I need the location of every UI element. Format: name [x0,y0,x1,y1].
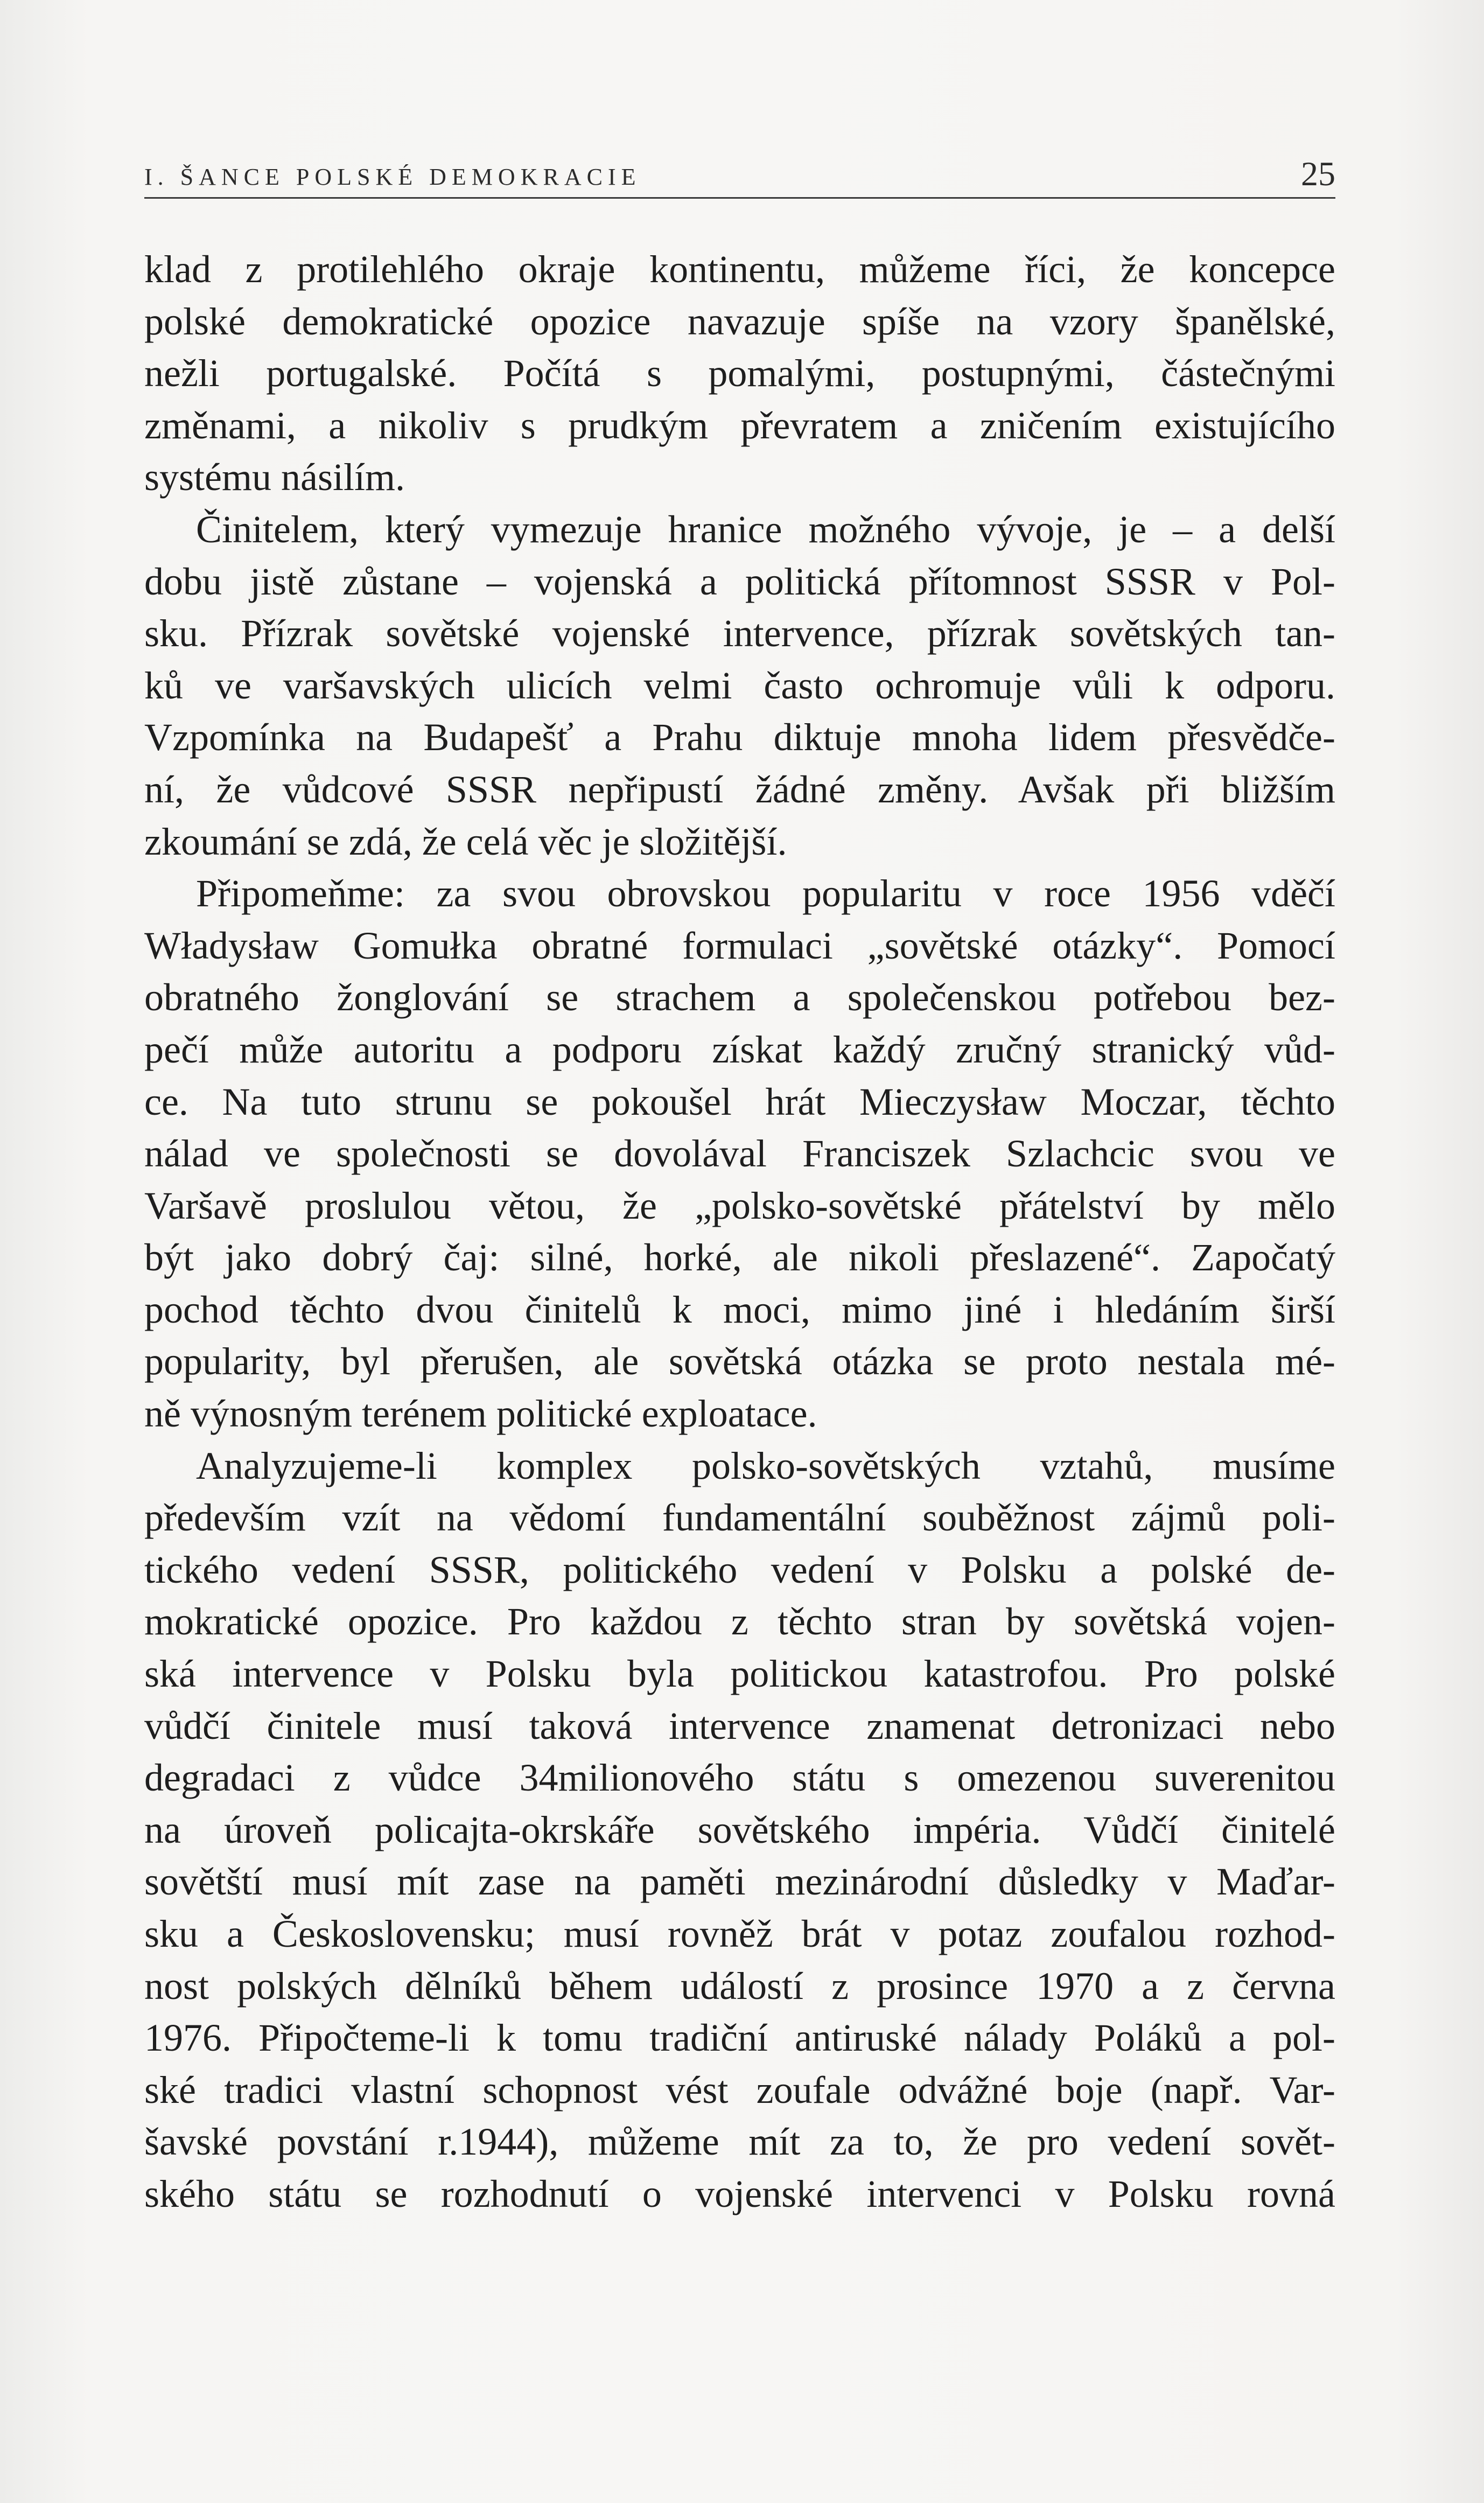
paragraph [144,1440,1335,2220]
running-head [144,154,1335,199]
text-line: Władysław Gomułka obratné formulaci „sovětské otázky“. Pomocí [144,924,1335,967]
text-line: sku. Přízrak sovětské vojenské intervence, přízrak sovětských tan- [144,612,1335,655]
text-line: Analyzujeme-li komplex polsko-sovětských vztahů, musíme [196,1444,1335,1487]
paragraph [144,243,1335,504]
text-line: ků ve varšavských ulicích velmi často ochromuje vůli k odporu. [144,663,1335,707]
text-line: Připomeňme: za svou obrovskou popularitu v roce 1956 vděčí [196,872,1335,915]
text-line: zkoumání se zdá, že celá věc je složitější. [144,820,787,863]
text-line: 1976. Připočteme-li k tomu tradiční antiruské nálady Poláků a pol- [144,2016,1335,2060]
text-line: ské tradici vlastní schopnost vést zoufale odvážné boje (např. Var- [144,2068,1335,2112]
page-number: 25 [1301,155,1335,193]
text-line: být jako dobrý čaj: silné, horké, ale nikoli přeslazené“. Započatý [144,1236,1335,1280]
text-line: ce. Na tuto strunu se pokoušel hrát Mieczysław Moczar, těchto [144,1080,1335,1123]
text-line: vůdčí činitele musí taková intervence znamenat detronizaci nebo [144,1704,1335,1747]
text-line: především vzít na vědomí fundamentální souběžnost zájmů poli- [144,1496,1335,1540]
text-line: klad z protilehlého okraje kontinentu, můžeme říci, že koncepce [144,248,1335,291]
text-line: ská intervence v Polsku byla politickou katastrofou. Pro polské [144,1652,1335,1696]
text-line: polské demokratické opozice navazuje spíše na vzory španělské, [144,299,1335,343]
text-line: Činitelem, který vymezuje hranice možného vývoje, je – a delší [196,507,1335,551]
text-line: degradaci z vůdce 34milionového státu s omezenou suverenitou [144,1756,1335,1800]
paragraph [144,868,1335,1440]
text-line: změnami, a nikoliv s prudkým převratem a zničením existujícího [144,403,1335,447]
text-line: ně výnosným terénem politické exploatace. [144,1392,817,1436]
text-line: pochod těchto dvou činitelů k moci, mimo jiné i hledáním širší [144,1288,1335,1331]
text-line: nost polských dělníků během událostí z prosince 1970 a z června [144,1964,1335,2008]
text-line: mokratické opozice. Pro každou z těchto stran by sovětská vojen- [144,1600,1335,1644]
paragraph [144,504,1335,868]
text-line: systému násilím. [144,456,405,499]
text-line: popularity, byl přerušen, ale sovětská otázka se proto nestala mé- [144,1340,1335,1383]
text-line: sku a Československu; musí rovněž brát v potaz zoufalou rozhod- [144,1912,1335,1955]
text-line: nežli portugalské. Počítá s pomalými, postupnými, částečnými [144,352,1335,395]
body-text [144,243,1335,2220]
text-line: na úroveň policajta-okrskáře sovětského impéria. Vůdčí činitelé [144,1808,1335,1851]
text-line: obratného žonglování se strachem a společenskou potřebou bez- [144,976,1335,1019]
text-line: tického vedení SSSR, politického vedení v Polsku a polské de- [144,1548,1335,1591]
text-line: nálad ve společnosti se dovolával Franciszek Szlachcic svou ve [144,1132,1335,1176]
text-line: sovětští musí mít zase na paměti mezinárodní důsledky v Maďar- [144,1860,1335,1904]
chapter-running-title: I. ŠANCE POLSKÉ DEMOKRACIE [144,164,641,190]
text-line: pečí může autoritu a podporu získat každý zručný stranický vůd- [144,1027,1335,1071]
text-line: Vzpomínka na Budapešť a Prahu diktuje mnoha lidem přesvědče- [144,716,1335,759]
text-line: Varšavě proslulou větou, že „polsko-sovětské přátelství by mělo [144,1184,1335,1227]
text-line: šavské povstání r.1944), můžeme mít za to, že pro vedení sovět- [144,2120,1335,2164]
text-line: ského státu se rozhodnutí o vojenské intervenci v Polsku rovná [144,2172,1335,2215]
text-line: ní, že vůdcové SSSR nepřipustí žádné změny. Avšak při bližším [144,767,1335,811]
text-line: dobu jistě zůstane – vojenská a politická přítomnost SSSR v Pol- [144,560,1335,603]
